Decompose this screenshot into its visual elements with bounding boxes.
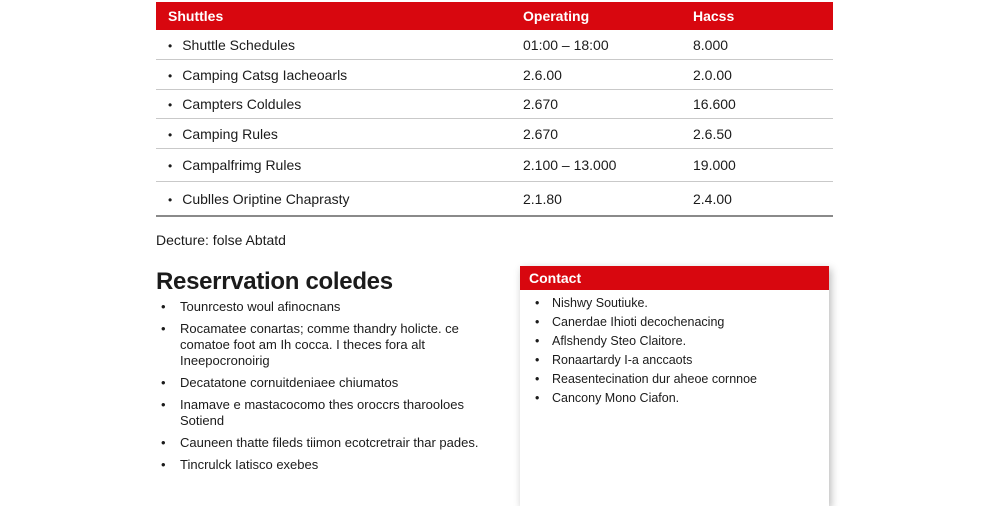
row-name: • Campters Coldules [156,96,523,112]
contact-box [520,266,829,506]
list-item: • Nishwy Soutiuke. [520,294,829,313]
row-name: • Campalfrimg Rules [156,157,523,173]
row-hours: 19.000 [693,157,736,173]
row-operating: 2.1.80 [523,190,562,207]
list-item: • Inamave e mastacocomo thes oroccrs tharooloes Sotiend [156,397,486,429]
list-item: • Ronaartardy I-a anccaots [520,351,829,370]
table-row [156,149,833,182]
row-name: • Camping Rules [156,126,523,142]
row-operating: 01:00 – 18:00 [523,36,609,53]
table-row [156,182,833,217]
list-item: • Decatatone cornuitdeniaee chiumatos [156,375,486,391]
header-hours: Hacss [693,8,735,24]
list-item: • Aflshendy Steo Claitore. [520,332,829,351]
list-item: • Tincrulck Iatisco exebes [156,457,486,473]
list-item: • Canerdae Ihioti decochenacing [520,313,829,332]
row-name: • Shuttle Schedules [156,37,523,53]
table-row [156,60,833,90]
header-operating: Operating [523,8,590,24]
row-hours: 2.0.00 [693,66,732,83]
row-operating: 2.670 [523,125,559,142]
contact-list [520,290,829,408]
list-item: • Cauneen thatte fileds tiimon ecotcretrair thar pades. [156,435,486,451]
header-shuttles: Shuttles [168,8,224,24]
table-footnote: Decture: folse Abtatd [156,232,286,248]
table-row [156,30,833,60]
reservation-list [156,299,486,479]
row-name: • Cublles Oriptine Chaprasty [156,191,523,207]
row-operating: 2.670 [523,96,559,112]
row-name: • Camping Catsg Iacheoarls [156,67,523,83]
list-item: • Reasentecination dur aheoe cornnoe [520,370,829,389]
row-operating: 2.100 – 13.000 [523,157,617,173]
reservation-title: Reserrvation coledes [156,268,393,295]
contact-title: Contact [520,266,829,290]
table-row [156,90,833,119]
row-hours: 2.6.50 [693,125,732,142]
row-hours: 16.600 [693,96,736,112]
list-item: • Tounrcesto woul afinocnans [156,299,486,315]
table-header [156,2,833,30]
table-row [156,119,833,149]
row-hours: 8.000 [693,36,729,53]
row-hours: 2.4.00 [693,190,732,207]
list-item: • Rocamatee conartas; comme thandry holicte. ce comatoe foot am Ih cocca. I theces fora alt Ineepocronoirig [156,321,486,369]
shuttle-schedule-table [156,2,833,217]
row-operating: 2.6.00 [523,66,562,83]
list-item: • Cancony Mono Ciafon. [520,389,829,408]
